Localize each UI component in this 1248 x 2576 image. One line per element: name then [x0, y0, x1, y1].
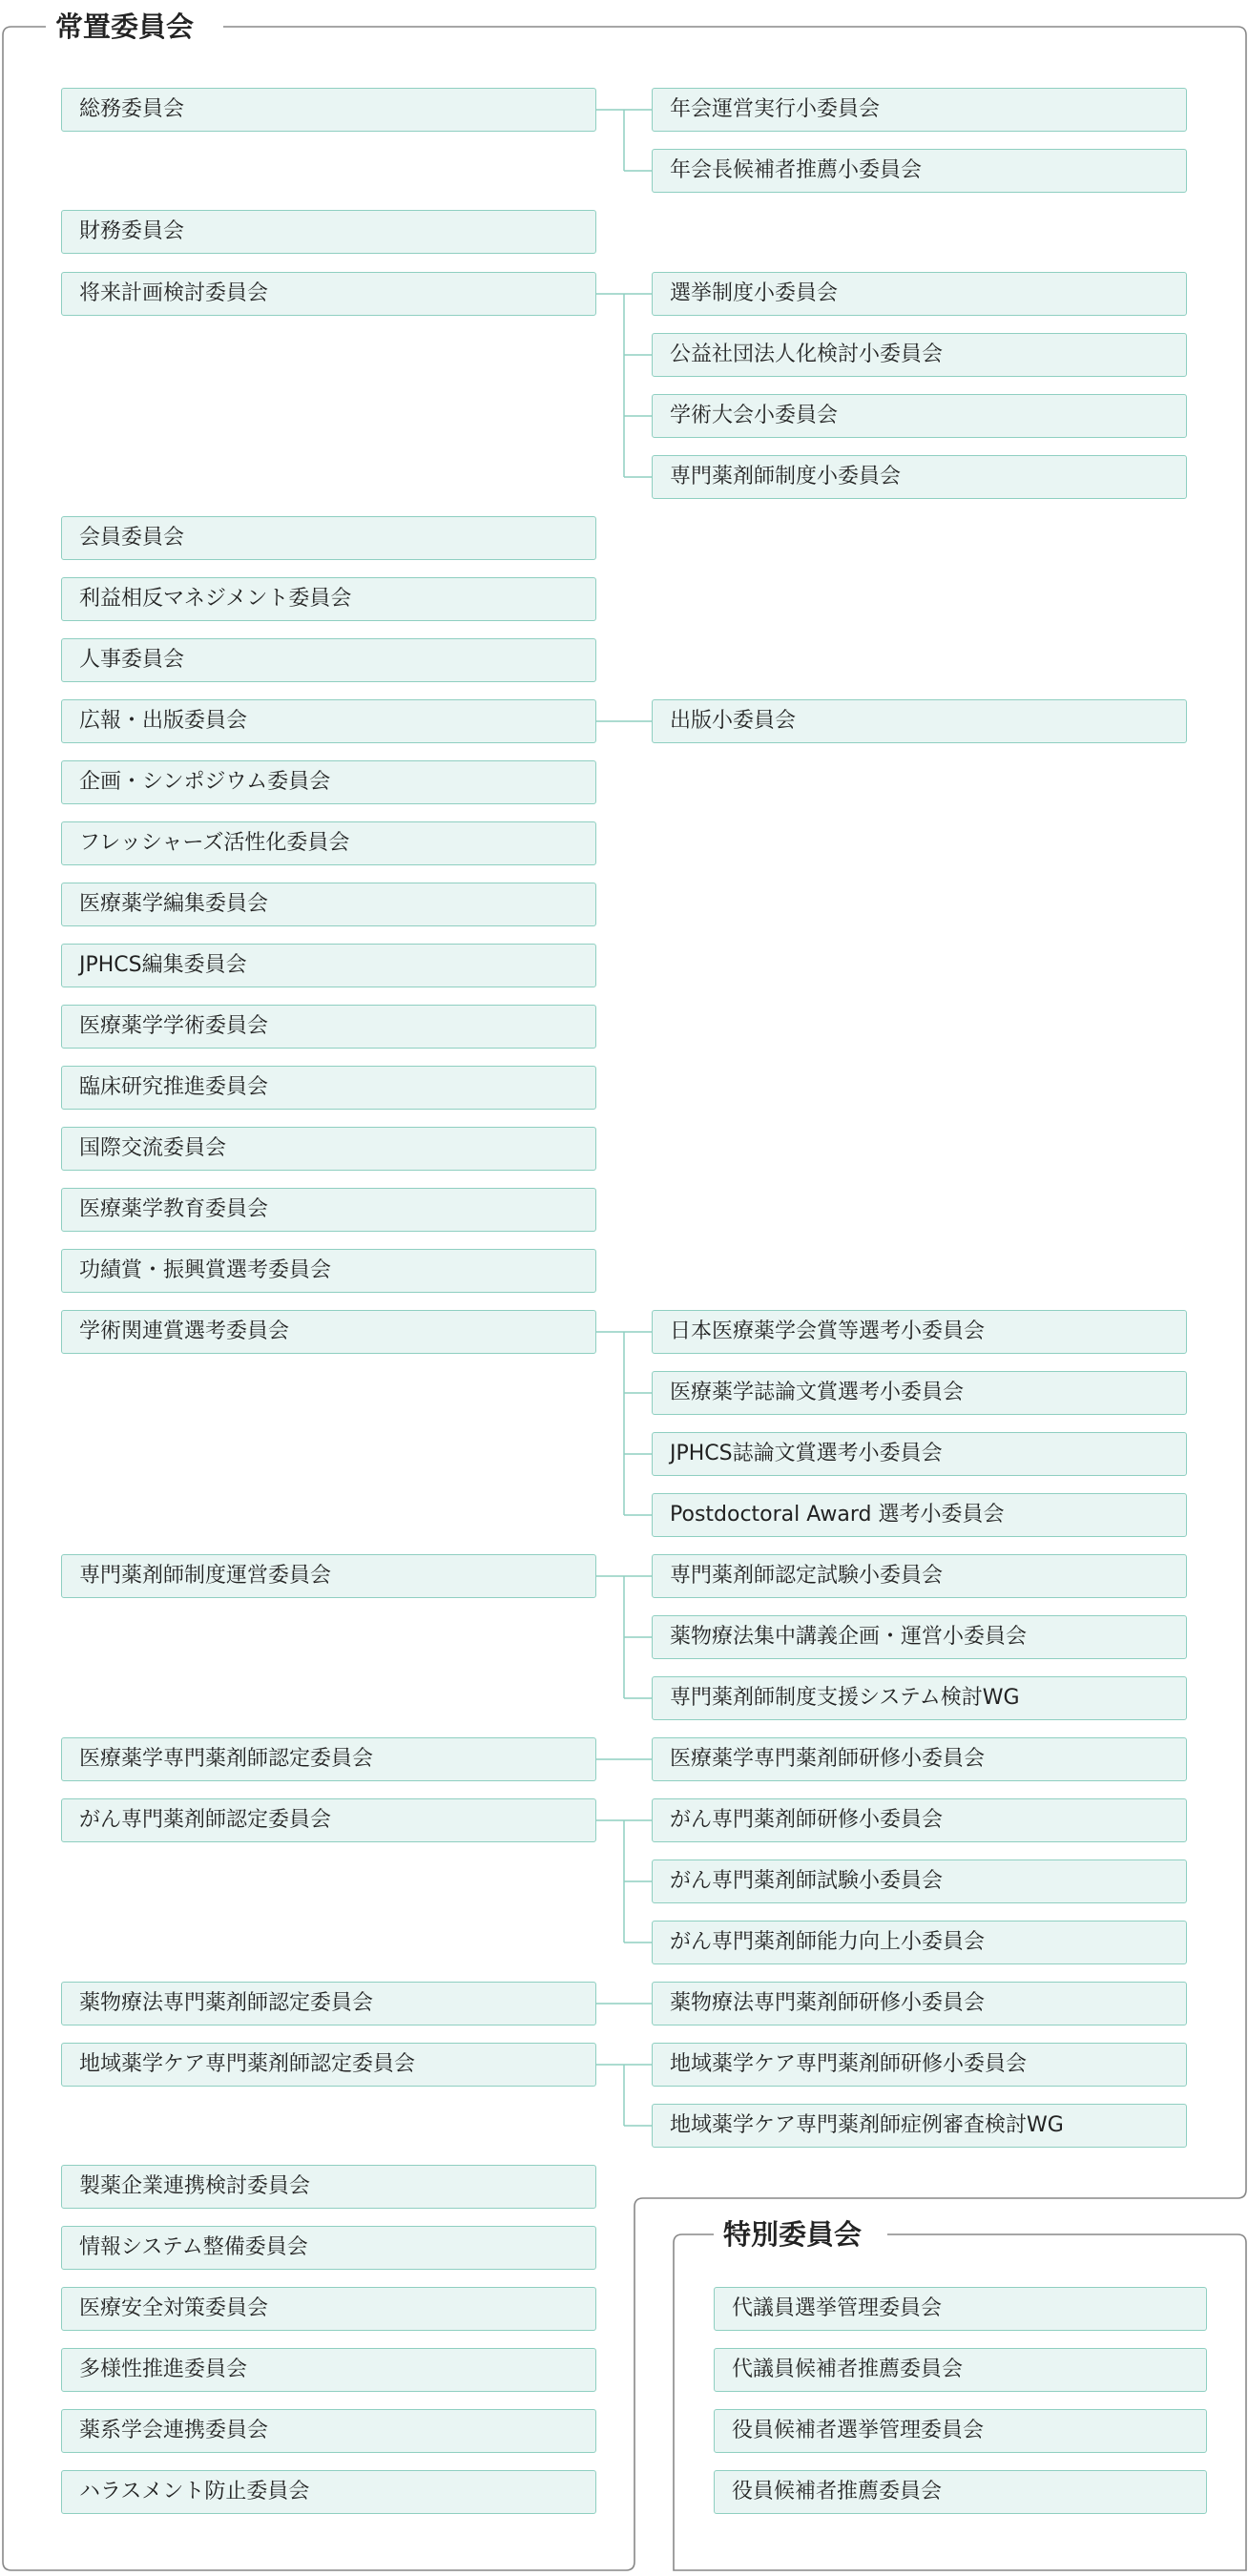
committee-box[interactable]: 利益相反マネジメント委員会 [61, 577, 596, 621]
subcommittee-box[interactable]: 薬物療法集中講義企画・運営小委員会 [652, 1615, 1187, 1659]
subcommittee-box[interactable]: 年会運営実行小委員会 [652, 88, 1187, 132]
committee-box[interactable]: 薬系学会連携委員会 [61, 2409, 596, 2453]
subcommittee-box[interactable]: 医療薬学誌論文賞選考小委員会 [652, 1371, 1187, 1415]
subcommittee-box[interactable]: がん専門薬剤師試験小委員会 [652, 1859, 1187, 1903]
subcommittee-box[interactable]: 選挙制度小委員会 [652, 272, 1187, 316]
subcommittee-box[interactable]: 日本医療薬学会賞等選考小委員会 [652, 1310, 1187, 1354]
committee-box[interactable]: 会員委員会 [61, 516, 596, 560]
committee-box[interactable]: 人事委員会 [61, 638, 596, 682]
committee-box[interactable]: 薬物療法専門薬剤師認定委員会 [61, 1982, 596, 2025]
subcommittee-box[interactable]: 地域薬学ケア専門薬剤師研修小委員会 [652, 2043, 1187, 2087]
subcommittee-box[interactable]: 専門薬剤師制度支援システム検討WG [652, 1676, 1187, 1720]
committee-box[interactable]: JPHCS編集委員会 [61, 944, 596, 987]
connector-lines [596, 110, 652, 2126]
subcommittee-box[interactable]: 専門薬剤師認定試験小委員会 [652, 1554, 1187, 1598]
special-committee-box[interactable]: 代議員候補者推薦委員会 [714, 2348, 1207, 2392]
subcommittee-box[interactable]: 年会長候補者推薦小委員会 [652, 149, 1187, 193]
committee-box[interactable]: 学術関連賞選考委員会 [61, 1310, 596, 1354]
committee-box[interactable]: 臨床研究推進委員会 [61, 1066, 596, 1110]
committee-box[interactable]: 医療薬学専門薬剤師認定委員会 [61, 1737, 596, 1781]
committee-box[interactable]: 企画・シンポジウム委員会 [61, 760, 596, 804]
subcommittee-box[interactable]: 公益社団法人化検討小委員会 [652, 333, 1187, 377]
committee-box[interactable]: 総務委員会 [61, 88, 596, 132]
committee-box[interactable]: 専門薬剤師制度運営委員会 [61, 1554, 596, 1598]
committee-box[interactable]: ハラスメント防止委員会 [61, 2470, 596, 2514]
subcommittee-box[interactable]: 出版小委員会 [652, 699, 1187, 743]
subcommittee-box[interactable]: 薬物療法専門薬剤師研修小委員会 [652, 1982, 1187, 2025]
special-committees-title: 特別委員会 [714, 2213, 871, 2255]
committee-box[interactable]: 財務委員会 [61, 210, 596, 254]
standing-committees-title: 常置委員会 [46, 6, 203, 48]
committee-box[interactable]: 医療薬学教育委員会 [61, 1188, 596, 1232]
special-committee-box[interactable]: 役員候補者選挙管理委員会 [714, 2409, 1207, 2453]
committee-box[interactable]: 功績賞・振興賞選考委員会 [61, 1249, 596, 1293]
committee-box[interactable]: 地域薬学ケア専門薬剤師認定委員会 [61, 2043, 596, 2087]
subcommittee-box[interactable]: 地域薬学ケア専門薬剤師症例審査検討WG [652, 2104, 1187, 2148]
committee-box[interactable]: フレッシャーズ活性化委員会 [61, 821, 596, 865]
committee-box[interactable]: 将来計画検討委員会 [61, 272, 596, 316]
committee-box[interactable]: 国際交流委員会 [61, 1127, 596, 1171]
subcommittee-box[interactable]: がん専門薬剤師研修小委員会 [652, 1798, 1187, 1842]
committee-box[interactable]: 多様性推進委員会 [61, 2348, 596, 2392]
subcommittee-box[interactable]: 学術大会小委員会 [652, 394, 1187, 438]
subcommittee-box[interactable]: 医療薬学専門薬剤師研修小委員会 [652, 1737, 1187, 1781]
committee-box[interactable]: 医療安全対策委員会 [61, 2287, 596, 2331]
special-frame [674, 2234, 1246, 2570]
subcommittee-box[interactable]: がん専門薬剤師能力向上小委員会 [652, 1921, 1187, 1964]
subcommittee-box[interactable]: 専門薬剤師制度小委員会 [652, 455, 1187, 499]
special-committee-box[interactable]: 代議員選挙管理委員会 [714, 2287, 1207, 2331]
committee-box[interactable]: 医療薬学学術委員会 [61, 1005, 596, 1049]
special-committee-box[interactable]: 役員候補者推薦委員会 [714, 2470, 1207, 2514]
committee-box[interactable]: 製薬企業連携検討委員会 [61, 2165, 596, 2209]
committee-box[interactable]: がん専門薬剤師認定委員会 [61, 1798, 596, 1842]
subcommittee-box[interactable]: Postdoctoral Award 選考小委員会 [652, 1493, 1187, 1537]
subcommittee-box[interactable]: JPHCS誌論文賞選考小委員会 [652, 1432, 1187, 1476]
committee-box[interactable]: 情報システム整備委員会 [61, 2226, 596, 2270]
committee-box[interactable]: 広報・出版委員会 [61, 699, 596, 743]
committee-box[interactable]: 医療薬学編集委員会 [61, 883, 596, 926]
